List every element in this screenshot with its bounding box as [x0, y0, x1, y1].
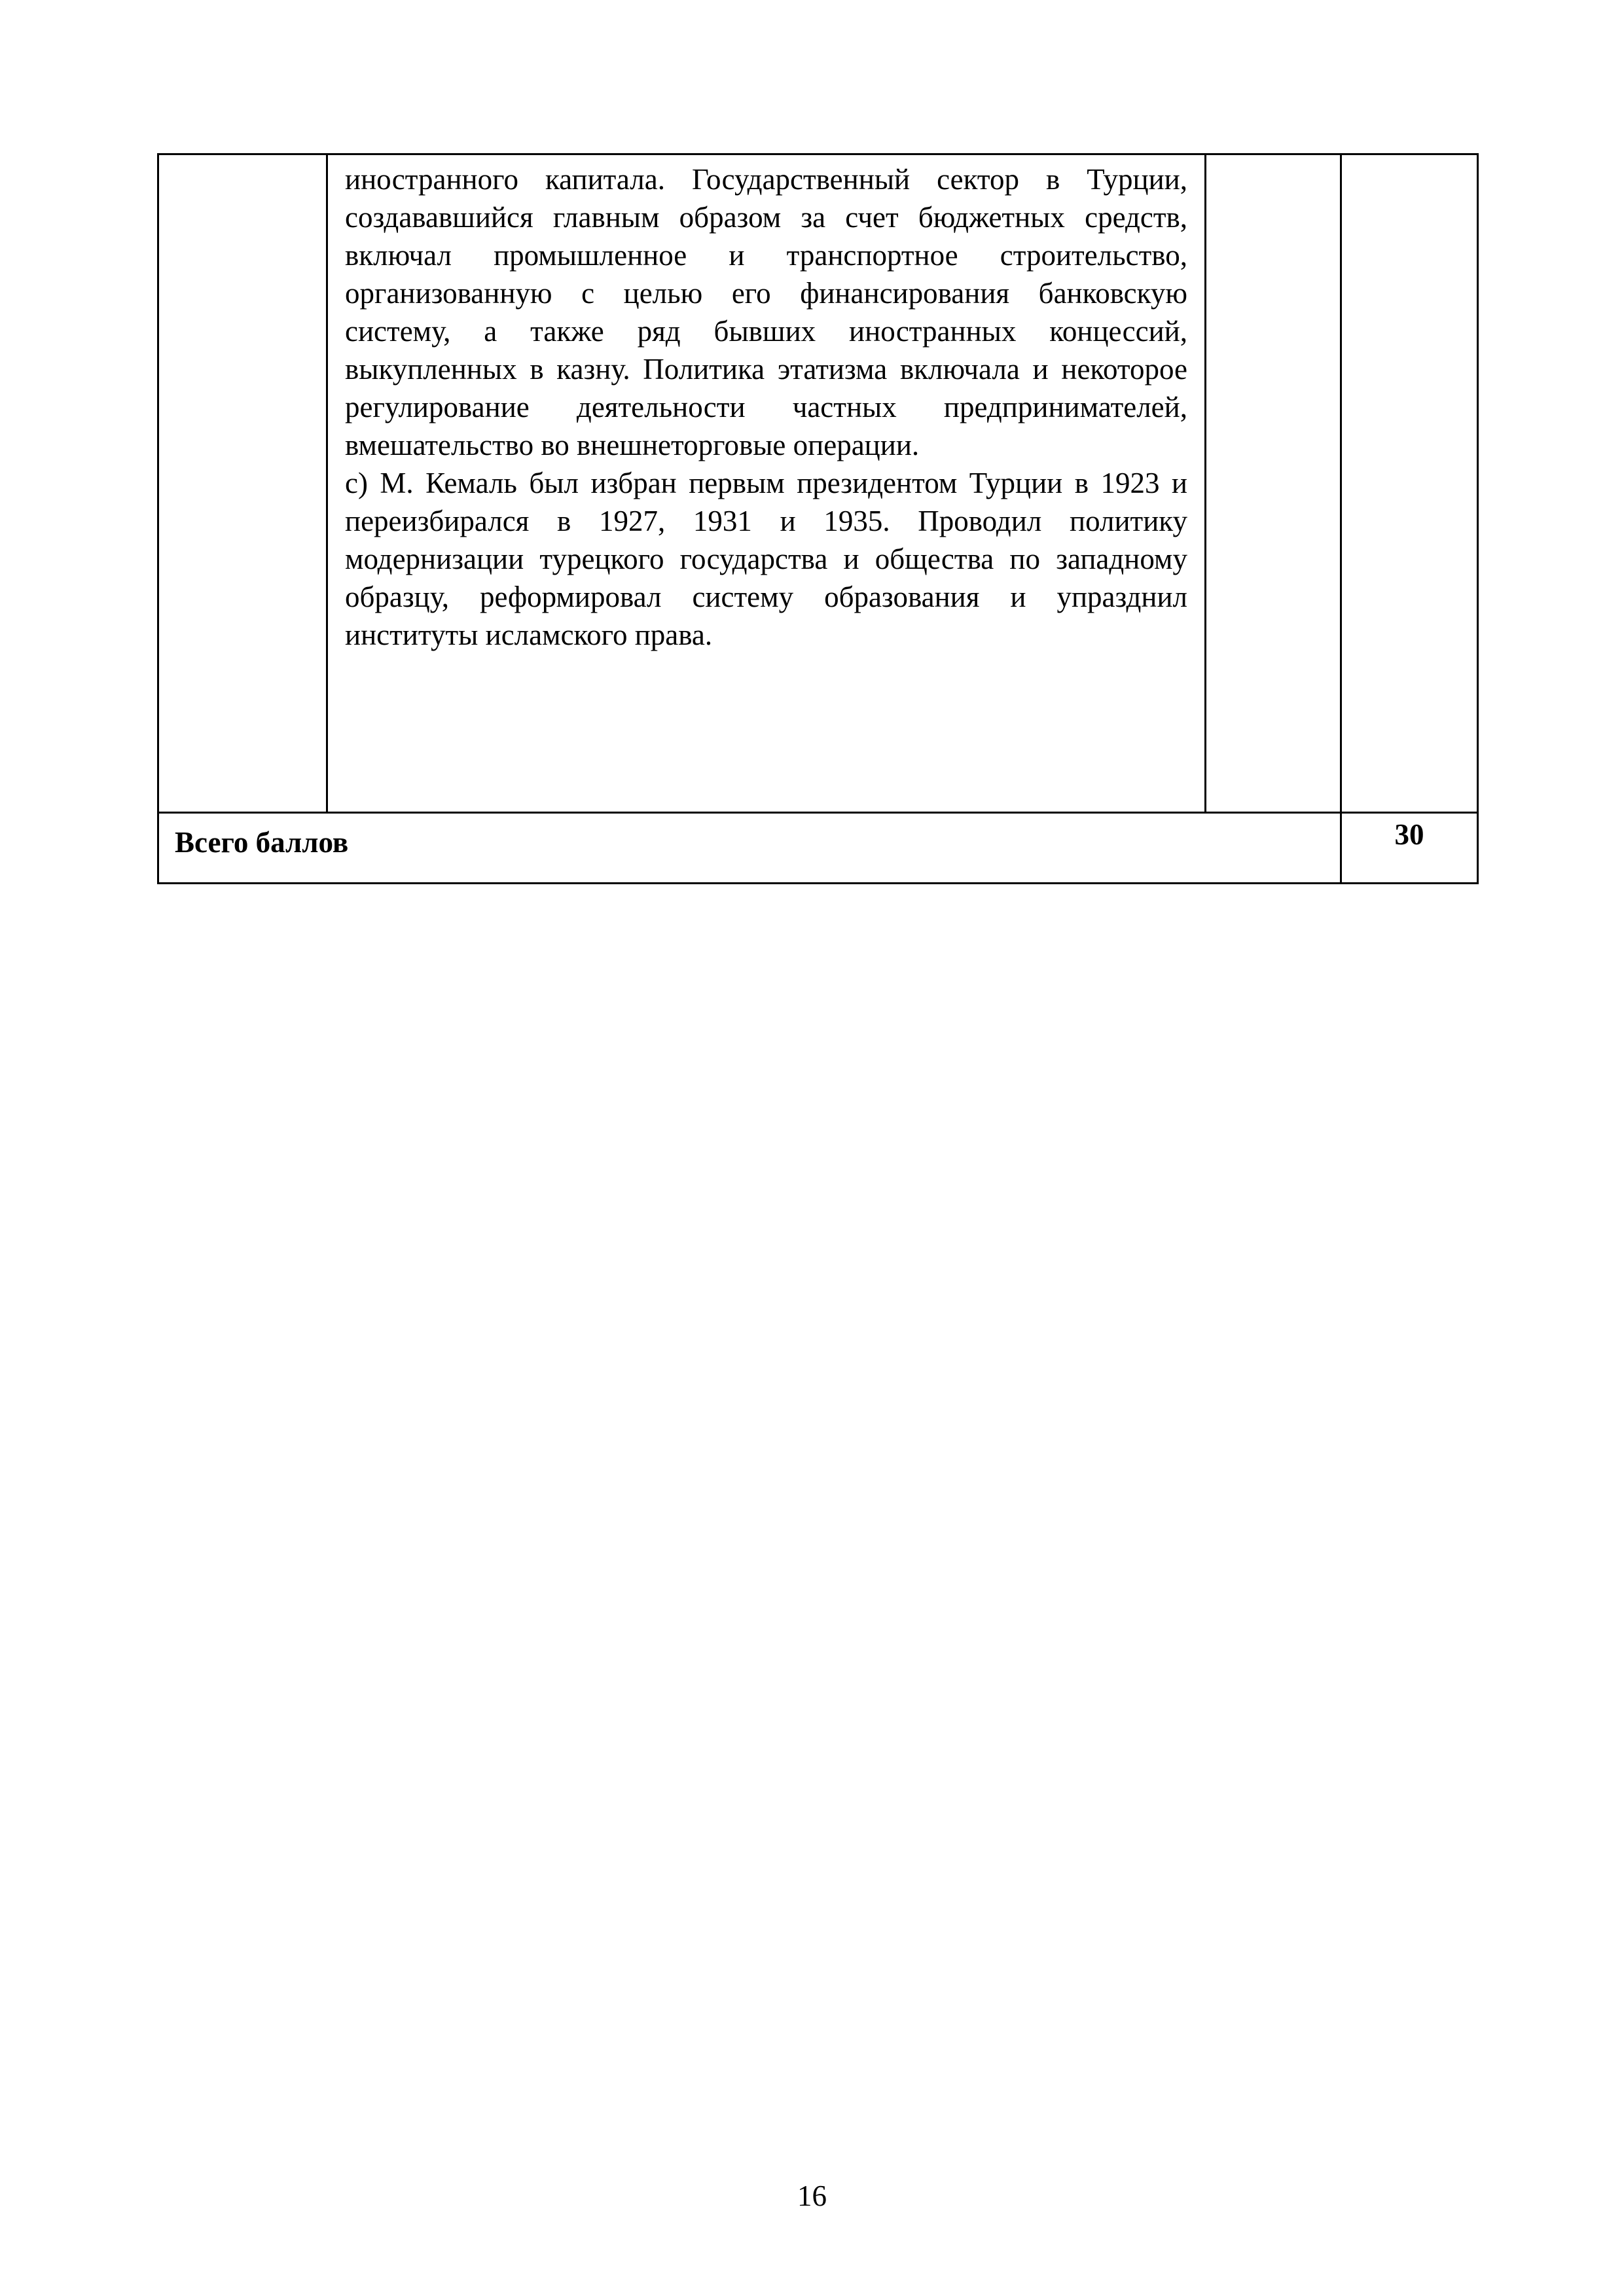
page-number: 16	[797, 2179, 827, 2212]
number-cell	[158, 154, 327, 813]
criteria-cell	[1206, 154, 1341, 813]
answer-table	[157, 153, 1479, 884]
score-cell	[1341, 154, 1478, 813]
total-value: 30	[1341, 813, 1478, 884]
total-row	[158, 813, 1478, 884]
answer-text-cell	[327, 154, 1206, 813]
total-label: Всего баллов	[158, 813, 1341, 884]
table-row	[158, 154, 1478, 813]
answer-paragraph: c) М. Кемаль был избран первым президентом Турции в 1923 и переизбирался в 1927, 1931 и 1935. Проводил политику модернизации турецкого государства и общества по западному образцу, реформировал систему образования и упразднил институты исламского права.	[345, 467, 1187, 651]
answer-paragraph: иностранного капитала. Государственный сектор в Турции, создававшийся главным образом за счет бюджетных средств, включал промышленное и транспортное строительство, организованную с целью его финансирования банковскую систему, а также ряд бывших иностранных концессий, выкупленных в казну. Политика этатизма включала и некоторое регулирование деятельности частных предпринимателей, вмешательство во внешнеторговые операции.	[345, 163, 1187, 461]
